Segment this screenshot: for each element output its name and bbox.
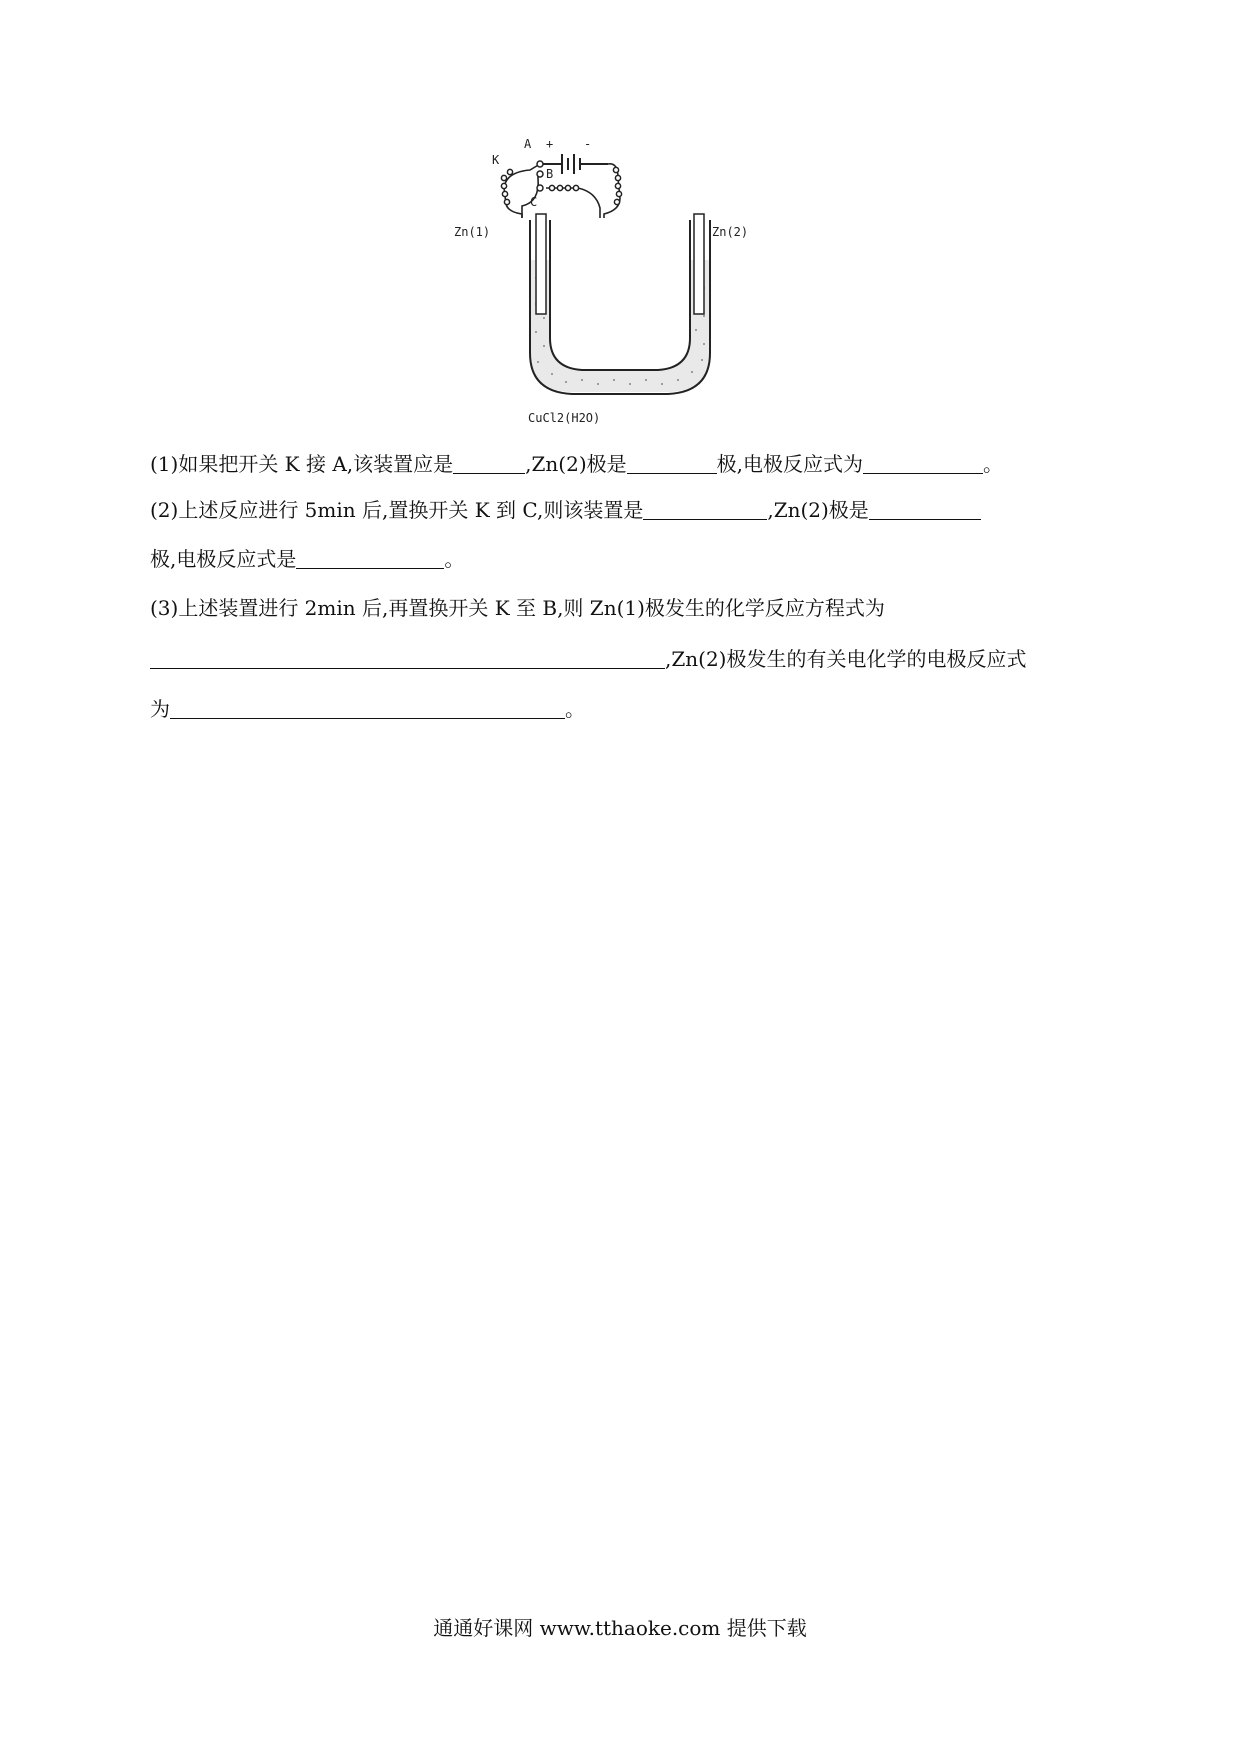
q3-text-3: 为 xyxy=(150,697,170,721)
q1-blank-device[interactable] xyxy=(453,453,525,474)
q2-text-1: (2)上述反应进行 5min 后,置换开关 K 到 C,则该装置是 xyxy=(150,498,644,522)
terminal-b-dot xyxy=(537,171,543,177)
q1-text-1: (1)如果把开关 K 接 A,该装置应是 xyxy=(150,452,454,476)
q1-blank-equation[interactable] xyxy=(863,453,983,474)
zn1-electrode xyxy=(536,214,546,314)
label-zn2: Zn(2) xyxy=(712,225,749,239)
q3-blank-zn1-equation[interactable] xyxy=(150,648,665,669)
label-solution: CuCl2(H2O) xyxy=(528,411,601,425)
u-tube-circuit-diagram xyxy=(454,137,749,430)
q3-text-2: ,Zn(2)极发生的有关电化学的电极反应式 xyxy=(665,647,1027,671)
q1-text-4: 。 xyxy=(982,452,1003,476)
u-tube-inner xyxy=(550,220,690,370)
question-2-line-2 xyxy=(150,545,1100,573)
question-3-line-3 xyxy=(150,695,1100,723)
q1-text-3: 极,电极反应式为 xyxy=(716,452,863,476)
q3-text-1: (3)上述装置进行 2min 后,再置换开关 K 至 B,则 Zn(1)极发生的化学反应方程式为 xyxy=(150,596,885,620)
q3-blank-zn2-equation[interactable] xyxy=(170,698,565,719)
q2-text-3: 极,电极反应式是 xyxy=(150,547,297,571)
label-b: B xyxy=(546,167,554,181)
question-1 xyxy=(150,450,1100,478)
q3-text-4: 。 xyxy=(565,697,585,721)
label-zn1: Zn(1) xyxy=(454,225,491,239)
label-plus: + xyxy=(546,137,554,151)
q1-blank-pole[interactable] xyxy=(627,453,717,474)
q2-text-2: ,Zn(2)极是 xyxy=(767,498,869,522)
question-3-line-2 xyxy=(150,645,1100,673)
question-3-line-1 xyxy=(150,594,1100,622)
q2-blank-equation[interactable] xyxy=(296,548,444,569)
label-k: K xyxy=(492,153,500,167)
terminal-a-dot xyxy=(537,161,543,167)
q2-text-4: 。 xyxy=(444,547,465,571)
label-c: C xyxy=(530,195,538,209)
label-a: A xyxy=(524,137,532,151)
q1-text-2: ,Zn(2)极是 xyxy=(525,452,627,476)
zn2-electrode xyxy=(694,214,704,314)
terminal-c-dot xyxy=(537,185,543,191)
cucl2-solution xyxy=(530,260,710,392)
q2-blank-pole[interactable] xyxy=(869,499,981,520)
q2-blank-device[interactable] xyxy=(643,499,767,520)
question-2-line-1 xyxy=(150,496,1100,524)
label-minus: - xyxy=(584,137,592,151)
footer-credit: 通通好课网 www.tthaoke.com 提供下载 xyxy=(433,1616,807,1640)
